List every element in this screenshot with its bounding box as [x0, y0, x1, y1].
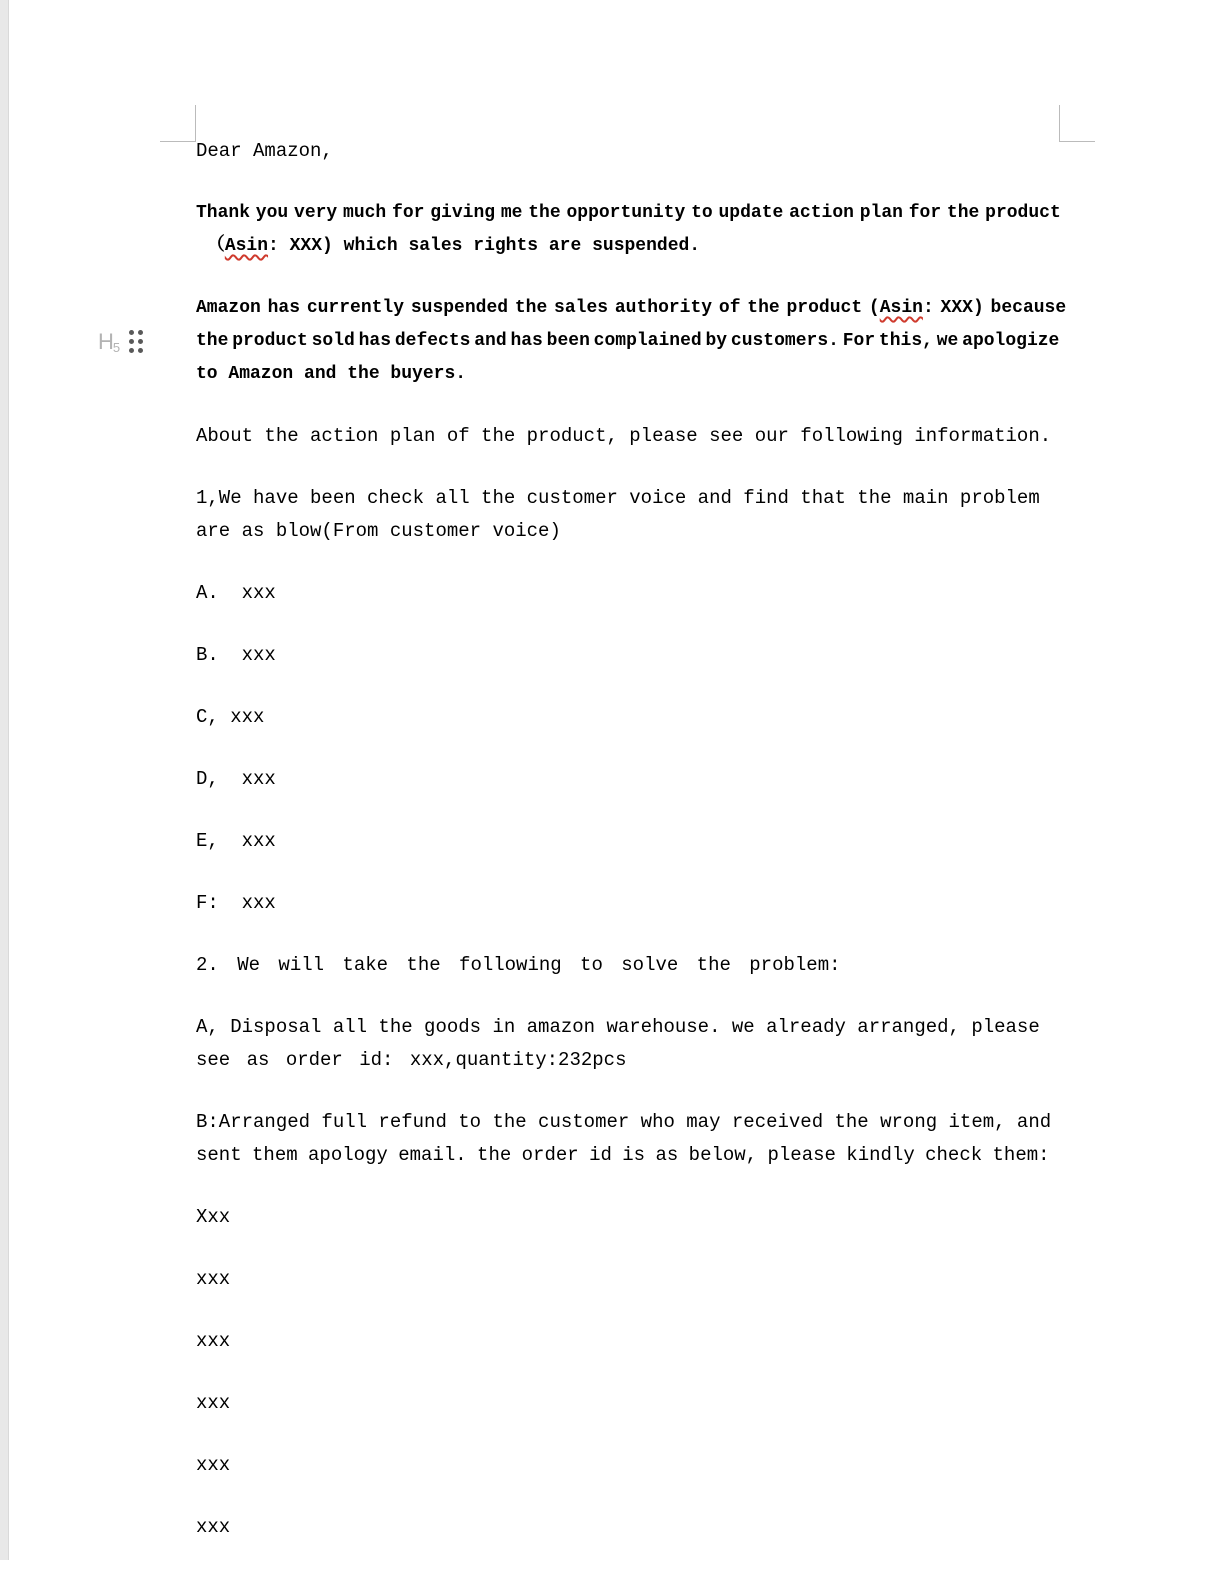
text-line[interactable]: [196, 1106, 1076, 1139]
heading-level-badge: [98, 328, 121, 355]
handle-dot: [129, 330, 134, 335]
text-segment: xxx: [196, 1516, 231, 1538]
text-segment: the product sold has defects and has been complained by customers. For this, we apologize: [196, 331, 1060, 351]
handle-dot: [129, 348, 134, 353]
drag-handle-icon[interactable]: [129, 330, 143, 353]
text-line[interactable]: [196, 482, 1076, 515]
heading-badge-letter: H: [98, 328, 113, 354]
text-segment: sent them apology email. the order id is as below, please kindly check them:: [196, 1144, 1050, 1166]
order-id-1[interactable]: [196, 1201, 1076, 1234]
text-segment: are as blow(From customer voice): [196, 520, 561, 542]
text-segment: A, Disposal all the goods in amazon warehouse. we already arranged, please: [196, 1016, 1040, 1038]
document-page[interactable]: [196, 0, 1076, 1573]
para-action-a[interactable]: [196, 1011, 1076, 1077]
list-item-b[interactable]: [196, 639, 1076, 672]
text-line[interactable]: [196, 825, 1076, 858]
text-segment: see as order id: xxx,quantity:232pcs: [196, 1049, 627, 1071]
text-segment: Amazon has currently suspended the sales authority of the product (: [196, 298, 880, 318]
handle-dot: [138, 339, 143, 344]
text-line[interactable]: [196, 1139, 1076, 1172]
text-boundary-mark-top-left: [160, 105, 196, 142]
misspelled-word[interactable]: Asin: [224, 236, 269, 256]
para-point-1[interactable]: [196, 482, 1076, 548]
order-id-2[interactable]: [196, 1263, 1076, 1296]
handle-dot: [138, 330, 143, 335]
para-suspension[interactable]: [196, 292, 1076, 391]
text-line[interactable]: [196, 701, 1076, 734]
text-segment: B:Arranged full refund to the customer who may received the wrong item, and: [196, 1111, 1052, 1133]
text-line[interactable]: [196, 1387, 1076, 1420]
text-line[interactable]: [196, 1263, 1076, 1296]
text-line[interactable]: [196, 1044, 1076, 1077]
text-segment: 2. We will take the following to solve the problem:: [196, 954, 841, 976]
text-line[interactable]: [196, 949, 1076, 982]
misspelled-word[interactable]: Asin: [879, 298, 923, 318]
text-line[interactable]: [196, 325, 1076, 358]
text-line[interactable]: [196, 1511, 1076, 1544]
list-item-f[interactable]: [196, 887, 1076, 920]
text-line[interactable]: [196, 887, 1076, 920]
text-segment: xxx: [196, 1454, 231, 1476]
text-line[interactable]: [196, 1201, 1076, 1234]
text-segment: About the action plan of the product, please see our following information.: [196, 425, 1052, 447]
paragraph-gutter-controls: [98, 330, 143, 353]
list-item-d[interactable]: [196, 763, 1076, 796]
list-item-c[interactable]: [196, 701, 1076, 734]
order-id-3[interactable]: [196, 1325, 1076, 1358]
salutation[interactable]: [196, 135, 1076, 168]
para-point-2[interactable]: [196, 949, 1076, 982]
text-segment: E, xxx: [196, 830, 276, 852]
handle-dot: [138, 348, 143, 353]
text-segment: Xxx: [196, 1206, 231, 1228]
para-about-plan[interactable]: [196, 420, 1076, 453]
text-segment: Dear Amazon,: [196, 140, 333, 162]
text-line[interactable]: [196, 1449, 1076, 1482]
list-item-a[interactable]: [196, 577, 1076, 610]
para-action-b[interactable]: [196, 1106, 1076, 1172]
text-line[interactable]: [196, 763, 1076, 796]
text-segment: F: xxx: [196, 892, 276, 914]
text-line[interactable]: [196, 1011, 1076, 1044]
text-segment: A. xxx: [196, 582, 276, 604]
text-line[interactable]: [196, 577, 1076, 610]
text-line[interactable]: [196, 292, 1076, 325]
text-line[interactable]: [196, 639, 1076, 672]
text-segment: B. xxx: [196, 644, 276, 666]
text-line[interactable]: [196, 420, 1076, 453]
order-id-5[interactable]: [196, 1449, 1076, 1482]
text-segment: D, xxx: [196, 768, 276, 790]
order-id-4[interactable]: [196, 1387, 1076, 1420]
heading-badge-level: 5: [112, 339, 121, 355]
text-segment: Thank you very much for giving me the opportunity to update action plan for the product: [196, 203, 1061, 223]
text-line[interactable]: [196, 135, 1076, 168]
handle-dot: [129, 339, 134, 344]
para-thanks[interactable]: [196, 197, 1076, 263]
text-segment: xxx: [196, 1268, 231, 1290]
text-segment: xxx: [196, 1330, 231, 1352]
text-line[interactable]: [196, 197, 1076, 230]
text-segment: xxx: [196, 1392, 231, 1414]
text-line[interactable]: [196, 1325, 1076, 1358]
list-item-e[interactable]: [196, 825, 1076, 858]
text-line[interactable]: [196, 358, 1076, 391]
text-line[interactable]: [196, 230, 1076, 263]
text-segment: to Amazon and the buyers.: [196, 364, 467, 384]
text-segment: : XXX) which sales rights are suspended.: [268, 236, 701, 256]
order-id-6[interactable]: [196, 1511, 1076, 1544]
text-segment: 1,We have been check all the customer voice and find that the main problem: [196, 487, 1040, 509]
text-segment: : XXX) because: [922, 298, 1067, 318]
text-segment: （: [196, 236, 225, 256]
text-line[interactable]: [196, 515, 1076, 548]
window-edge-strip: [0, 0, 9, 1560]
text-segment: C, xxx: [196, 706, 265, 728]
